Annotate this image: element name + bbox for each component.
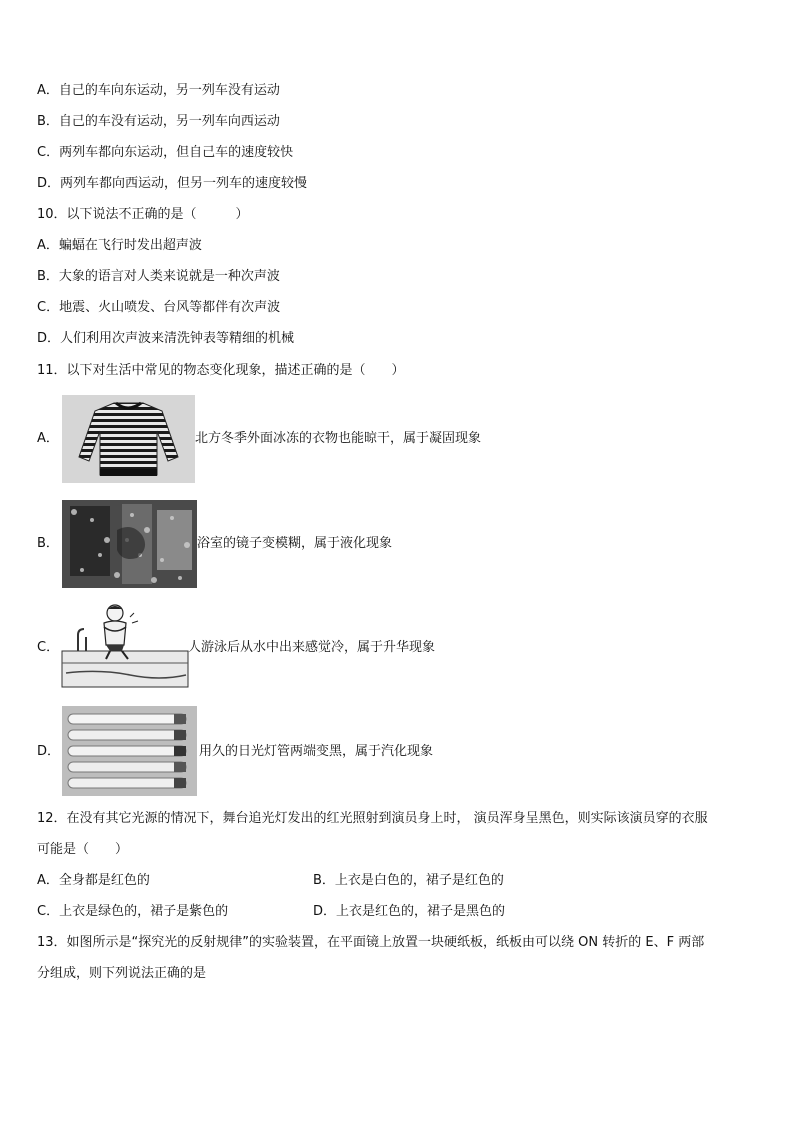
q9-option-d: D．两列车都向西运动，但另一列车的速度较慢 [37,176,308,191]
q11-option-a-label: A． [37,431,59,446]
q11-option-c-label: C． [37,640,60,655]
q11-option-a-text: 北方冬季外面冰冻的衣物也能晾干，属于凝固现象 [195,431,482,446]
q11-option-b [37,500,757,590]
q11-option-c-text: 人游泳后从水中出来感觉冷，属于升华现象 [188,640,436,655]
q12-option-a: A．全身都是红色的 [37,873,150,888]
q10-option-d: D．人们利用次声波来清洗钟表等精细的机械 [37,331,295,346]
q12-option-d: D．上衣是红色的，裙子是黑色的 [313,904,506,919]
q11-option-b-label: B． [37,536,59,551]
q11-option-c [37,603,757,693]
q11-stem: 11．以下对生活中常见的物态变化现象，描述正确的是（ ） [37,363,405,378]
q13-stem-line2: 分组成，则下列说法正确的是 [37,966,207,981]
q9-option-a: A．自己的车向东运动，另一列车没有运动 [37,83,280,98]
q9-option-c: C．两列车都向东运动，但自己车的速度较快 [37,145,294,160]
q10-option-b: B．大象的语言对人类来说就是一种次声波 [37,269,280,284]
q13-stem-line1: 13．如图所示是“探究光的反射规律”的实验装置，在平面镜上放置一块硬纸板，纸板由可以绕 ON 转折的 E、F 两部 [37,935,705,950]
q12-stem-line1: 12．在没有其它光源的情况下，舞台追光灯发出的红光照射到演员身上时， 演员浑身呈黑色，则实际该演员穿的衣服 [37,811,708,826]
q10-option-a: A．蝙蝠在飞行时发出超声波 [37,238,202,253]
q10-stem: 10．以下说法不正确的是（ ） [37,207,249,222]
q12-option-c: C．上衣是绿色的，裙子是紫色的 [37,904,229,919]
q12-stem-line2: 可能是（ ） [37,842,129,857]
q9-option-b: B．自己的车没有运动，另一列车向西运动 [37,114,280,129]
q11-option-d [37,706,757,796]
sweater-image [62,395,195,483]
q11-option-b-text: 浴室的镜子变模糊，属于液化现象 [197,536,393,551]
q11-option-a [37,395,757,485]
q11-option-d-text: 用久的日光灯管两端变黑，属于汽化现象 [199,744,434,759]
fluorescent-tubes-image [62,706,197,796]
q10-option-c: C．地震、火山喷发、台风等都伴有次声波 [37,300,281,315]
foggy-mirror-image [62,500,197,588]
q12-option-b: B．上衣是白色的，裙子是红色的 [313,873,504,888]
swimmer-image [60,603,190,691]
q11-option-d-label: D． [37,744,61,759]
